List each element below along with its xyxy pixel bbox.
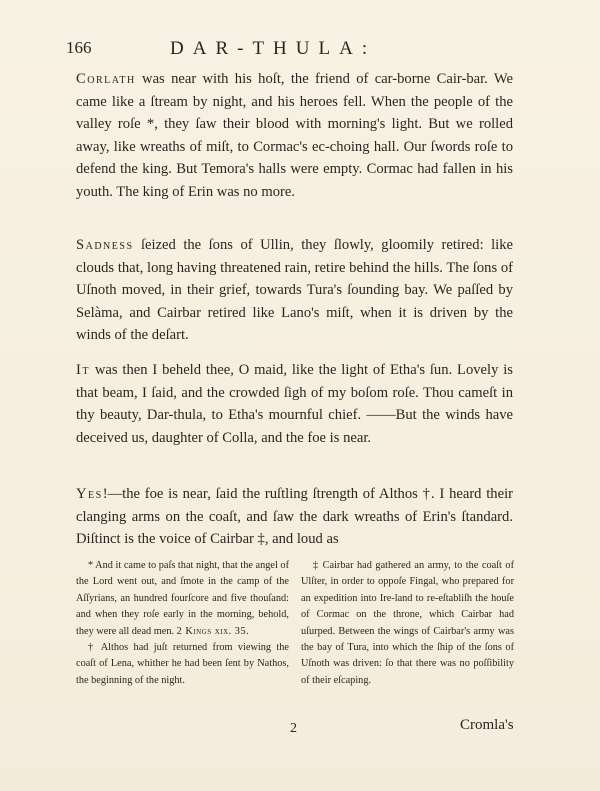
footnotes-right-column	[301, 558, 514, 689]
paragraph-lead: Corlath	[76, 71, 136, 87]
footnote-reference: 2 Kings xix. 35.	[176, 625, 250, 637]
footnote-text: * And it came to paſs that night, that the angel of the Lord went out, and ſmote in the camp of the Aſſyrians, an hundred fourſcore and five thouſand: and when they roſe early in the morning, behold, they were all dead men.	[76, 560, 289, 637]
paragraph-1	[76, 68, 513, 203]
paragraph-text: was near with his hoſt, the friend of car-borne Cair-bar. We came like a ſtream by night, and his heroes fell. When the people of the valley roſe *, they ſaw their blood with morning's light. But we rolled away, like wreaths of miſt, to Cormac's ec-choing hall. Our ſwords roſe to defend the king. But Temora's halls were empty. Cormac had fallen in his youth. The king of Erin was no more.	[76, 71, 513, 200]
paragraph-2	[76, 234, 513, 347]
footnote-asterisk	[76, 558, 289, 640]
footnote-text: † Althos had juſt returned from viewing the coaſt of Lena, whither he had been ſent by Nathos, the beginning of the night.	[76, 642, 289, 686]
footnote-double-dagger	[301, 558, 514, 689]
paragraph-lead: It	[76, 362, 90, 378]
paragraph-text: ſeized the ſons of Ullin, they ſlowly, gloomily retired: like clouds that, long having threatened rain, retire behind the hills. The ſons of Uſnoth moved, in their grief, towards Tura's ſounding bay. We paſſed by Selàma, and Cairbar retired like Lano's miſt, when it is driven by the winds of the deſart.	[76, 237, 513, 343]
signature-mark: 2	[290, 721, 297, 736]
catchword: Cromla's	[460, 717, 514, 733]
paragraph-text: !—the foe is near, ſaid the ruſtling ſtrength of Althos †. I heard their clanging arms on the coaſt, and ſaw the dark wreaths of Erin's ſtandard. Diſtinct is the voice of Cairbar ‡, and loud as	[76, 486, 513, 547]
paragraph-text: was then I beheld thee, O maid, like the light of Etha's ſun. Lovely is that beam, I ſaid, and the crowded ſigh of my boſom roſe. Thou cameſt in thy beauty, Dar-thula, to Etha's mournful chief. ——But the winds have deceived us, daughter of Colla, and the foe is near.	[76, 362, 513, 446]
footnote-dagger	[76, 640, 289, 689]
running-title: DAR-THULA:	[170, 38, 377, 59]
footnotes-left-column	[76, 558, 289, 689]
page-number: 166	[66, 38, 92, 57]
paragraph-4	[76, 483, 513, 551]
paragraph-lead: Sadness	[76, 237, 134, 253]
footnote-text: ‡ Cairbar had gathered an army, to the coaſt of Ulſter, in order to oppoſe Fingal, who prepared for an expedition into Ire-land to re-eſtabliſh the houſe of Cormac on the throne, which Cairbar had uſurped. Between the wings of Cairbar's army was the bay of Tura, into which the ſhip of the ſons of Uſnoth was driven: ſo that there was no poſſibility of their eſcaping.	[301, 560, 514, 686]
paragraph-3	[76, 359, 513, 449]
paragraph-lead: Yes	[76, 486, 103, 502]
page-header	[66, 38, 526, 62]
